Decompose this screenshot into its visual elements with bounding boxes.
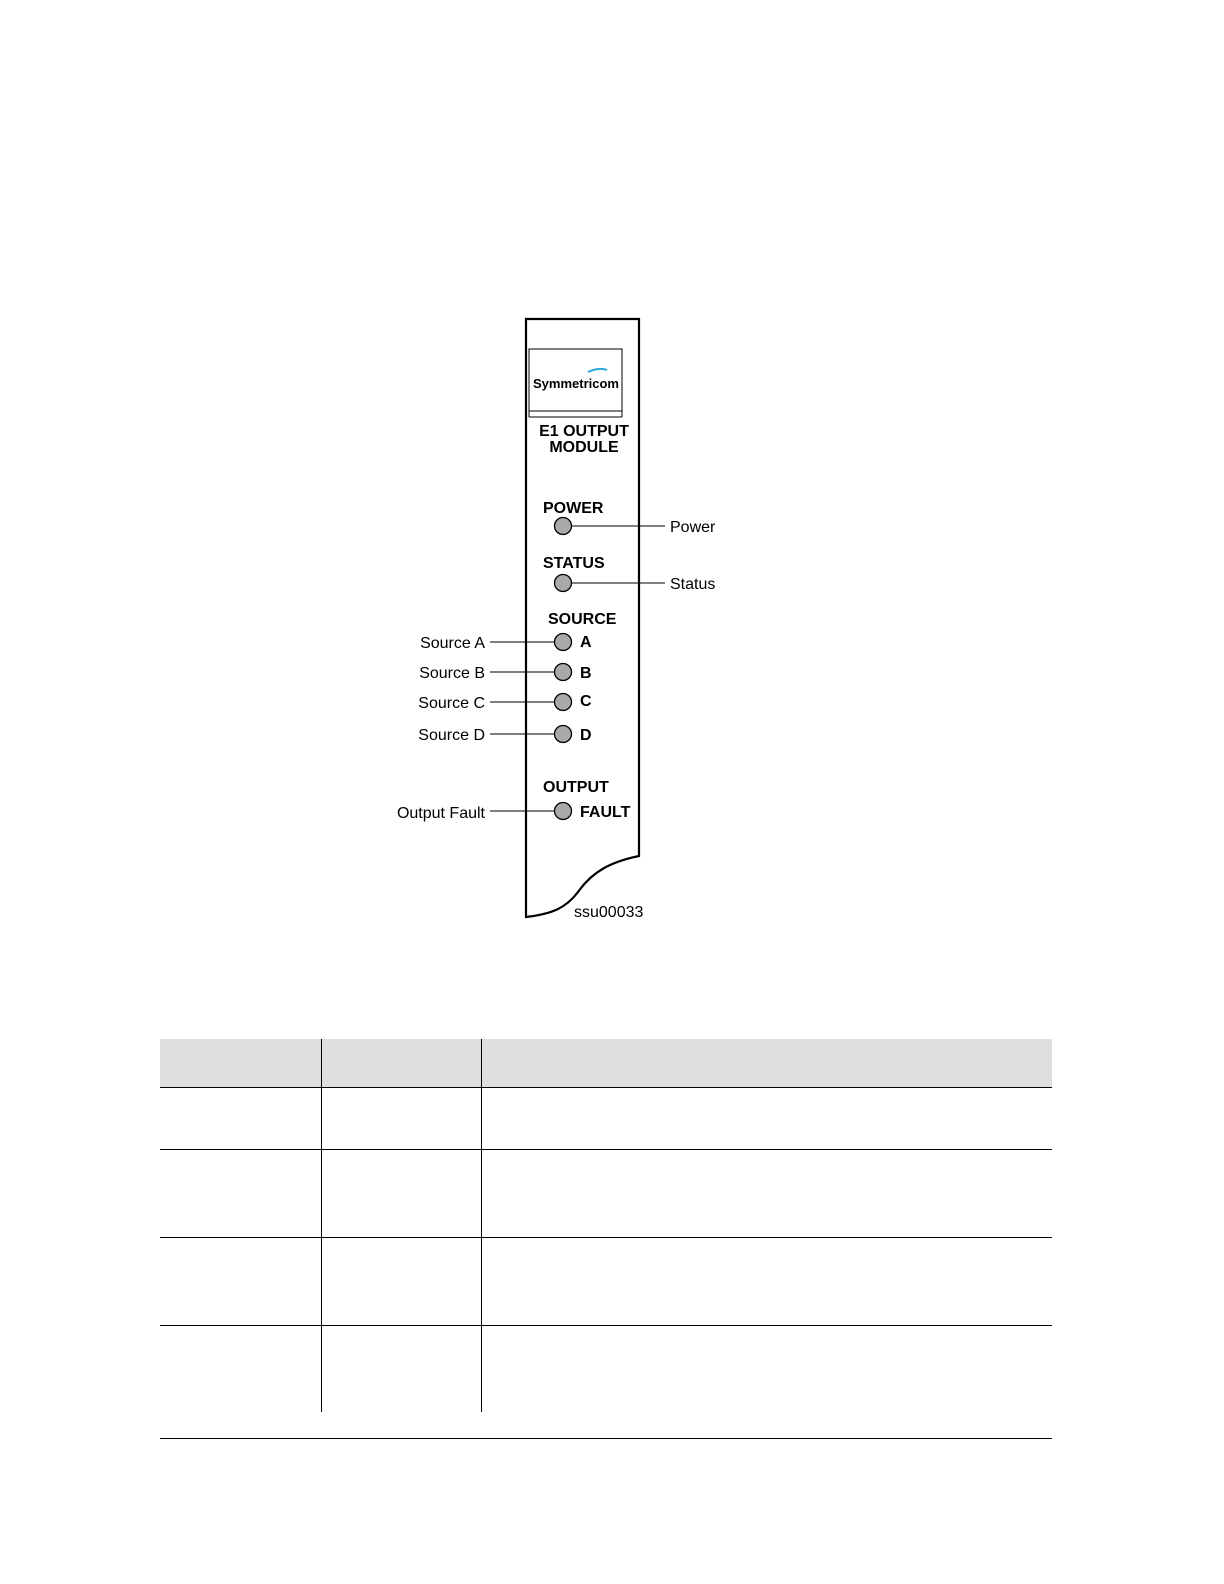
table-cell: [481, 1326, 1052, 1412]
source-b-label: B: [580, 665, 592, 682]
table-row: [160, 1238, 1052, 1325]
row-separator: [160, 1237, 1052, 1238]
source-label: SOURCE: [548, 611, 617, 628]
table-row: [160, 1326, 1052, 1412]
source-a-led: [555, 634, 572, 651]
source-b-callout: Source B: [419, 665, 485, 682]
power-label: POWER: [543, 500, 604, 517]
source-c-callout: Source C: [418, 695, 485, 712]
table-cell: [321, 1326, 481, 1412]
source-d-led: [555, 726, 572, 743]
logo-text: Symmetricom: [533, 376, 619, 391]
table-header-row: [160, 1039, 1052, 1088]
source-c-led: [555, 694, 572, 711]
status-label: STATUS: [543, 555, 605, 572]
output-fault-callout: Output Fault: [396, 805, 485, 822]
output-label: OUTPUT: [543, 779, 609, 796]
table-cell: [481, 1150, 1052, 1237]
source-d-label: D: [580, 727, 592, 744]
fault-label: FAULT: [580, 804, 631, 821]
table-cell: [321, 1088, 481, 1149]
source-c-label: C: [580, 693, 592, 710]
table-row: [160, 1088, 1052, 1149]
table-header-cell: [160, 1039, 321, 1087]
table-row: [160, 1150, 1052, 1237]
source-b-led: [555, 664, 572, 681]
column-divider: [481, 1039, 482, 1412]
figure-id: ssu00033: [574, 904, 644, 921]
table-cell: [160, 1238, 321, 1325]
table-cell: [321, 1238, 481, 1325]
table-cell: [160, 1326, 321, 1412]
logo-plate: [529, 349, 622, 417]
table-cell: [481, 1238, 1052, 1325]
table-header-cell: [481, 1039, 1052, 1087]
table-cell: [481, 1088, 1052, 1149]
source-a-label: A: [580, 634, 592, 651]
table-cell: [160, 1088, 321, 1149]
source-a-callout: Source A: [420, 635, 485, 652]
output-fault-led: [555, 803, 572, 820]
module-title-line1: E1 OUTPUT: [539, 423, 629, 440]
row-separator: [160, 1149, 1052, 1150]
table-cell: [321, 1150, 481, 1237]
power-led: [555, 518, 572, 535]
status-callout: Status: [670, 576, 716, 593]
row-separator: [160, 1325, 1052, 1326]
power-callout: Power: [670, 519, 716, 536]
table-header-cell: [321, 1039, 481, 1087]
source-d-callout: Source D: [418, 727, 485, 744]
table-bottom-rule: [160, 1438, 1052, 1439]
status-led: [555, 575, 572, 592]
table-cell: [160, 1150, 321, 1237]
column-divider: [321, 1039, 322, 1412]
module-title-line2: MODULE: [549, 439, 619, 456]
led-description-table: [160, 1039, 1052, 1439]
